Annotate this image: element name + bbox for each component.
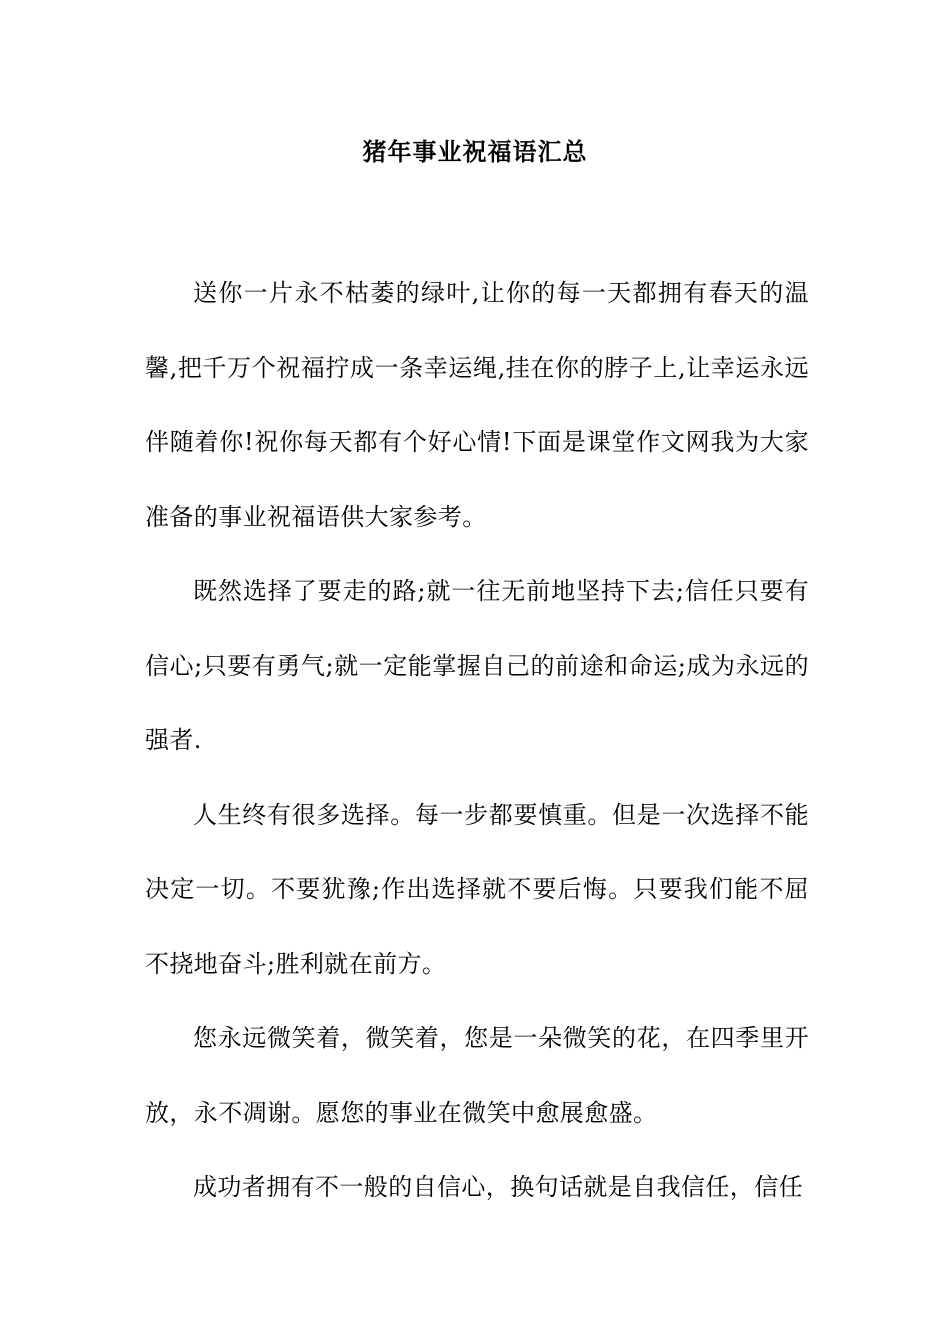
paragraph-3: 人生终有很多选择。每一步都要慎重。但是一次选择不能决定一切。不要犹豫;作出选择就不要后悔。只要我们能不屈不挠地奋斗;胜利就在前方。: [145, 800, 809, 978]
paragraph-2: 既然选择了要走的路;就一往无前地坚持下去;信任只要有信心;只要有勇气;就一定能掌握自己的前途和命运;成为永远的强者.: [145, 577, 809, 754]
document-body: [145, 256, 809, 1225]
paragraph-1: 送你一片永不枯萎的绿叶,让你的每一天都拥有春天的温馨,把千万个祝福拧成一条幸运绳,挂在你的脖子上,让幸运永远伴随着你!祝你每天都有个好心情!下面是课堂作文网我为大家准备的事业祝福语供大家参考。: [145, 279, 809, 531]
paragraph-5: 成功者拥有不一般的自信心，换句话就是自我信任，信任: [193, 1173, 803, 1201]
paragraph-4: 您永远微笑着，微笑着，您是一朵微笑的花，在四季里开放，永不凋谢。愿您的事业在微笑中愈展愈盛。: [145, 1024, 809, 1127]
document-title: 猪年事业祝福语汇总: [362, 138, 588, 166]
